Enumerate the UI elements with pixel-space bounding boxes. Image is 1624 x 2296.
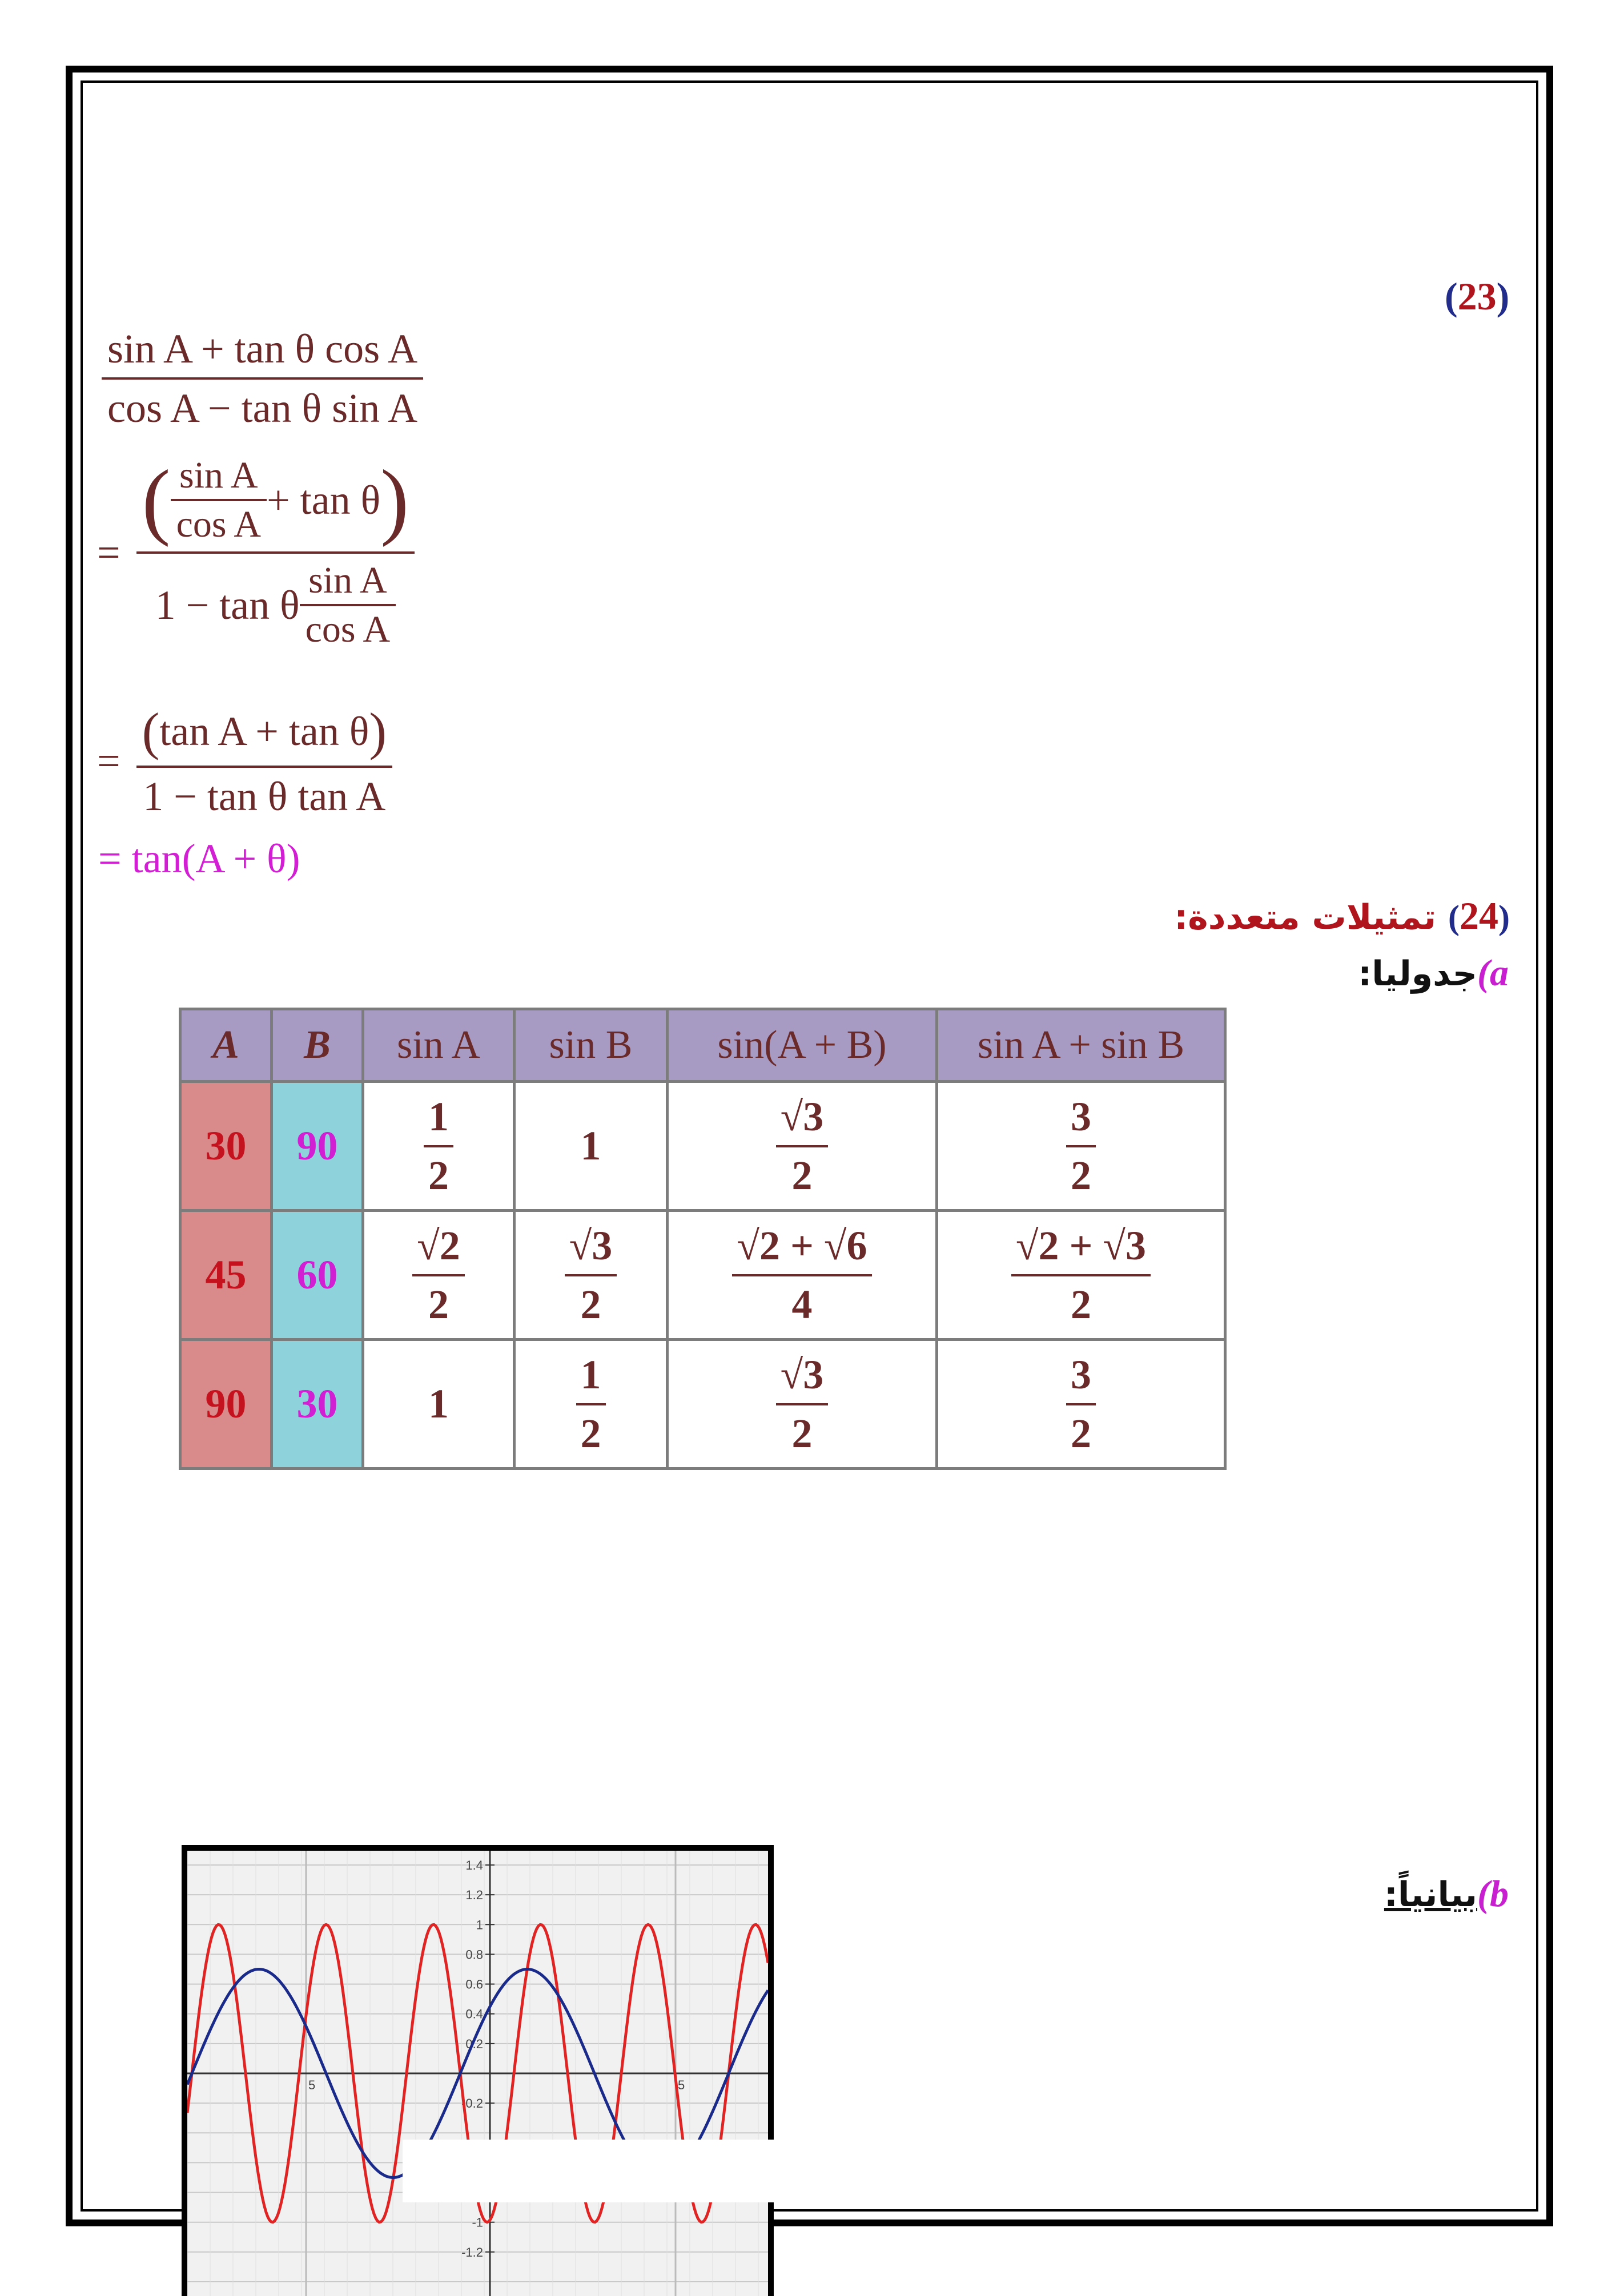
step-2-den-numerator: sin A: [308, 559, 387, 601]
cell-sin-a: 1: [363, 1340, 514, 1469]
step-2: = ( $\frac{\text{sin A}}{\text{cos A}}$ + tan θ ) 1 − tan θ $\frac{\text{sin A}}{\text{cos A}}$: [97, 457, 415, 648]
problem-24-heading: (24) تمثيلات متعددة:: [1174, 894, 1510, 937]
values-table: [179, 1008, 1227, 1470]
header-b: B: [272, 1009, 363, 1082]
y-tick-label: 1.4: [465, 1858, 483, 1872]
graph-canvas: [187, 1851, 768, 2296]
problem-23-number: [1445, 277, 1509, 316]
paren-open: (: [1445, 275, 1458, 318]
step-2-fraction: ( $\frac{\text{sin A}}{\text{cos A}}$ + tan θ ) 1 − tan θ $\frac{\text{sin A}}{\text{cos A}}$: [136, 457, 415, 648]
step-1-denominator: cos A − tan θ sin A: [107, 385, 418, 431]
step-2-den-denominator: cos A: [305, 609, 391, 650]
cell-a: 90: [180, 1340, 272, 1469]
step-3: = ( tan A + tan θ ) 1 − tan θ tan A: [97, 705, 392, 817]
step-2-plus-tan: + tan θ: [267, 477, 381, 523]
y-tick-label: 0.8: [465, 1947, 483, 1962]
y-tick-label: -1.2: [461, 2245, 483, 2259]
problem-24-title: تمثيلات متعددة:: [1174, 897, 1437, 937]
header-a: A: [180, 1009, 272, 1082]
result: = tan(A + θ): [98, 836, 300, 881]
cell-sin-a-plus-b: $\frac{√3}{2}$: [668, 1340, 937, 1469]
part-a-label: a)جدوليا:: [1358, 952, 1509, 994]
step-1-fraction: [102, 328, 423, 429]
y-tick-label: 1: [476, 1918, 483, 1932]
step-3-numerator: tan A + tan θ: [159, 708, 369, 754]
step-2-inner-denominator: cos A: [176, 503, 262, 545]
sine-graph: [182, 1845, 774, 2296]
table-header-row: [180, 1009, 1225, 1082]
y-tick-label: -1: [472, 2215, 483, 2230]
step-2-den-prefix: 1 − tan θ: [155, 582, 300, 628]
table-row: [180, 1082, 1225, 1211]
cell-sin-b: $\frac{√3}{2}$: [514, 1211, 668, 1340]
y-tick-label: 0.2: [465, 2036, 483, 2051]
step-3-denominator: 1 − tan θ tan A: [143, 774, 386, 819]
problem-number: 23: [1457, 275, 1497, 318]
cell-sum: $\frac{3}{2}$: [937, 1340, 1225, 1469]
part-b-label: b)بيانياً:: [1384, 1873, 1509, 1915]
step-1: [102, 328, 423, 429]
cell-sin-a: $\frac{√2}{2}$: [363, 1211, 514, 1340]
cell-sin-a-plus-b: $\frac{√3}{2}$: [668, 1082, 937, 1211]
header-sin-a-plus-b: sin(A + B): [668, 1009, 937, 1082]
cell-b: 30: [272, 1340, 363, 1469]
cell-sum: $\frac{3}{2}$: [937, 1082, 1225, 1211]
step-2-inner-numerator: sin A: [179, 454, 258, 496]
cell-b: 60: [272, 1211, 363, 1340]
step-3-fraction: ( tan A + tan θ ) 1 − tan θ tan A: [136, 705, 392, 817]
header-sin-a-plus-sin-b: sin A + sin B: [937, 1009, 1225, 1082]
x-tick-label: 5: [678, 2078, 685, 2092]
cell-sin-a: $\frac{1}{2}$: [363, 1082, 514, 1211]
cell-sin-b: 1: [514, 1082, 668, 1211]
white-overlay: [403, 2140, 779, 2202]
cell-a: 30: [180, 1082, 272, 1211]
cell-a: 45: [180, 1211, 272, 1340]
cell-b: 90: [272, 1082, 363, 1211]
y-tick-label: 1.2: [465, 1888, 483, 1903]
cell-sin-b: $\frac{1}{2}$: [514, 1340, 668, 1469]
table-row: [180, 1211, 1225, 1340]
step-1-numerator: sin A + tan θ cos A: [107, 326, 418, 372]
table-row: [180, 1340, 1225, 1469]
paren-close: ): [1496, 275, 1510, 318]
part-b-letter: b: [1490, 1873, 1509, 1915]
cell-sum: $\frac{√2 + √3}{2}$: [937, 1211, 1225, 1340]
x-tick-label: 5: [308, 2078, 316, 2092]
part-a-letter: a: [1490, 952, 1509, 994]
problem-24-number: 24: [1460, 894, 1499, 937]
header-sin-a: sin A: [363, 1009, 514, 1082]
header-sin-b: sin B: [514, 1009, 668, 1082]
y-tick-label: -0.2: [461, 2096, 483, 2111]
y-tick-label: 0.4: [465, 2007, 483, 2021]
y-tick-label: 0.6: [465, 1977, 483, 1992]
cell-sin-a-plus-b: $\frac{√2 + √6}{4}$: [668, 1211, 937, 1340]
